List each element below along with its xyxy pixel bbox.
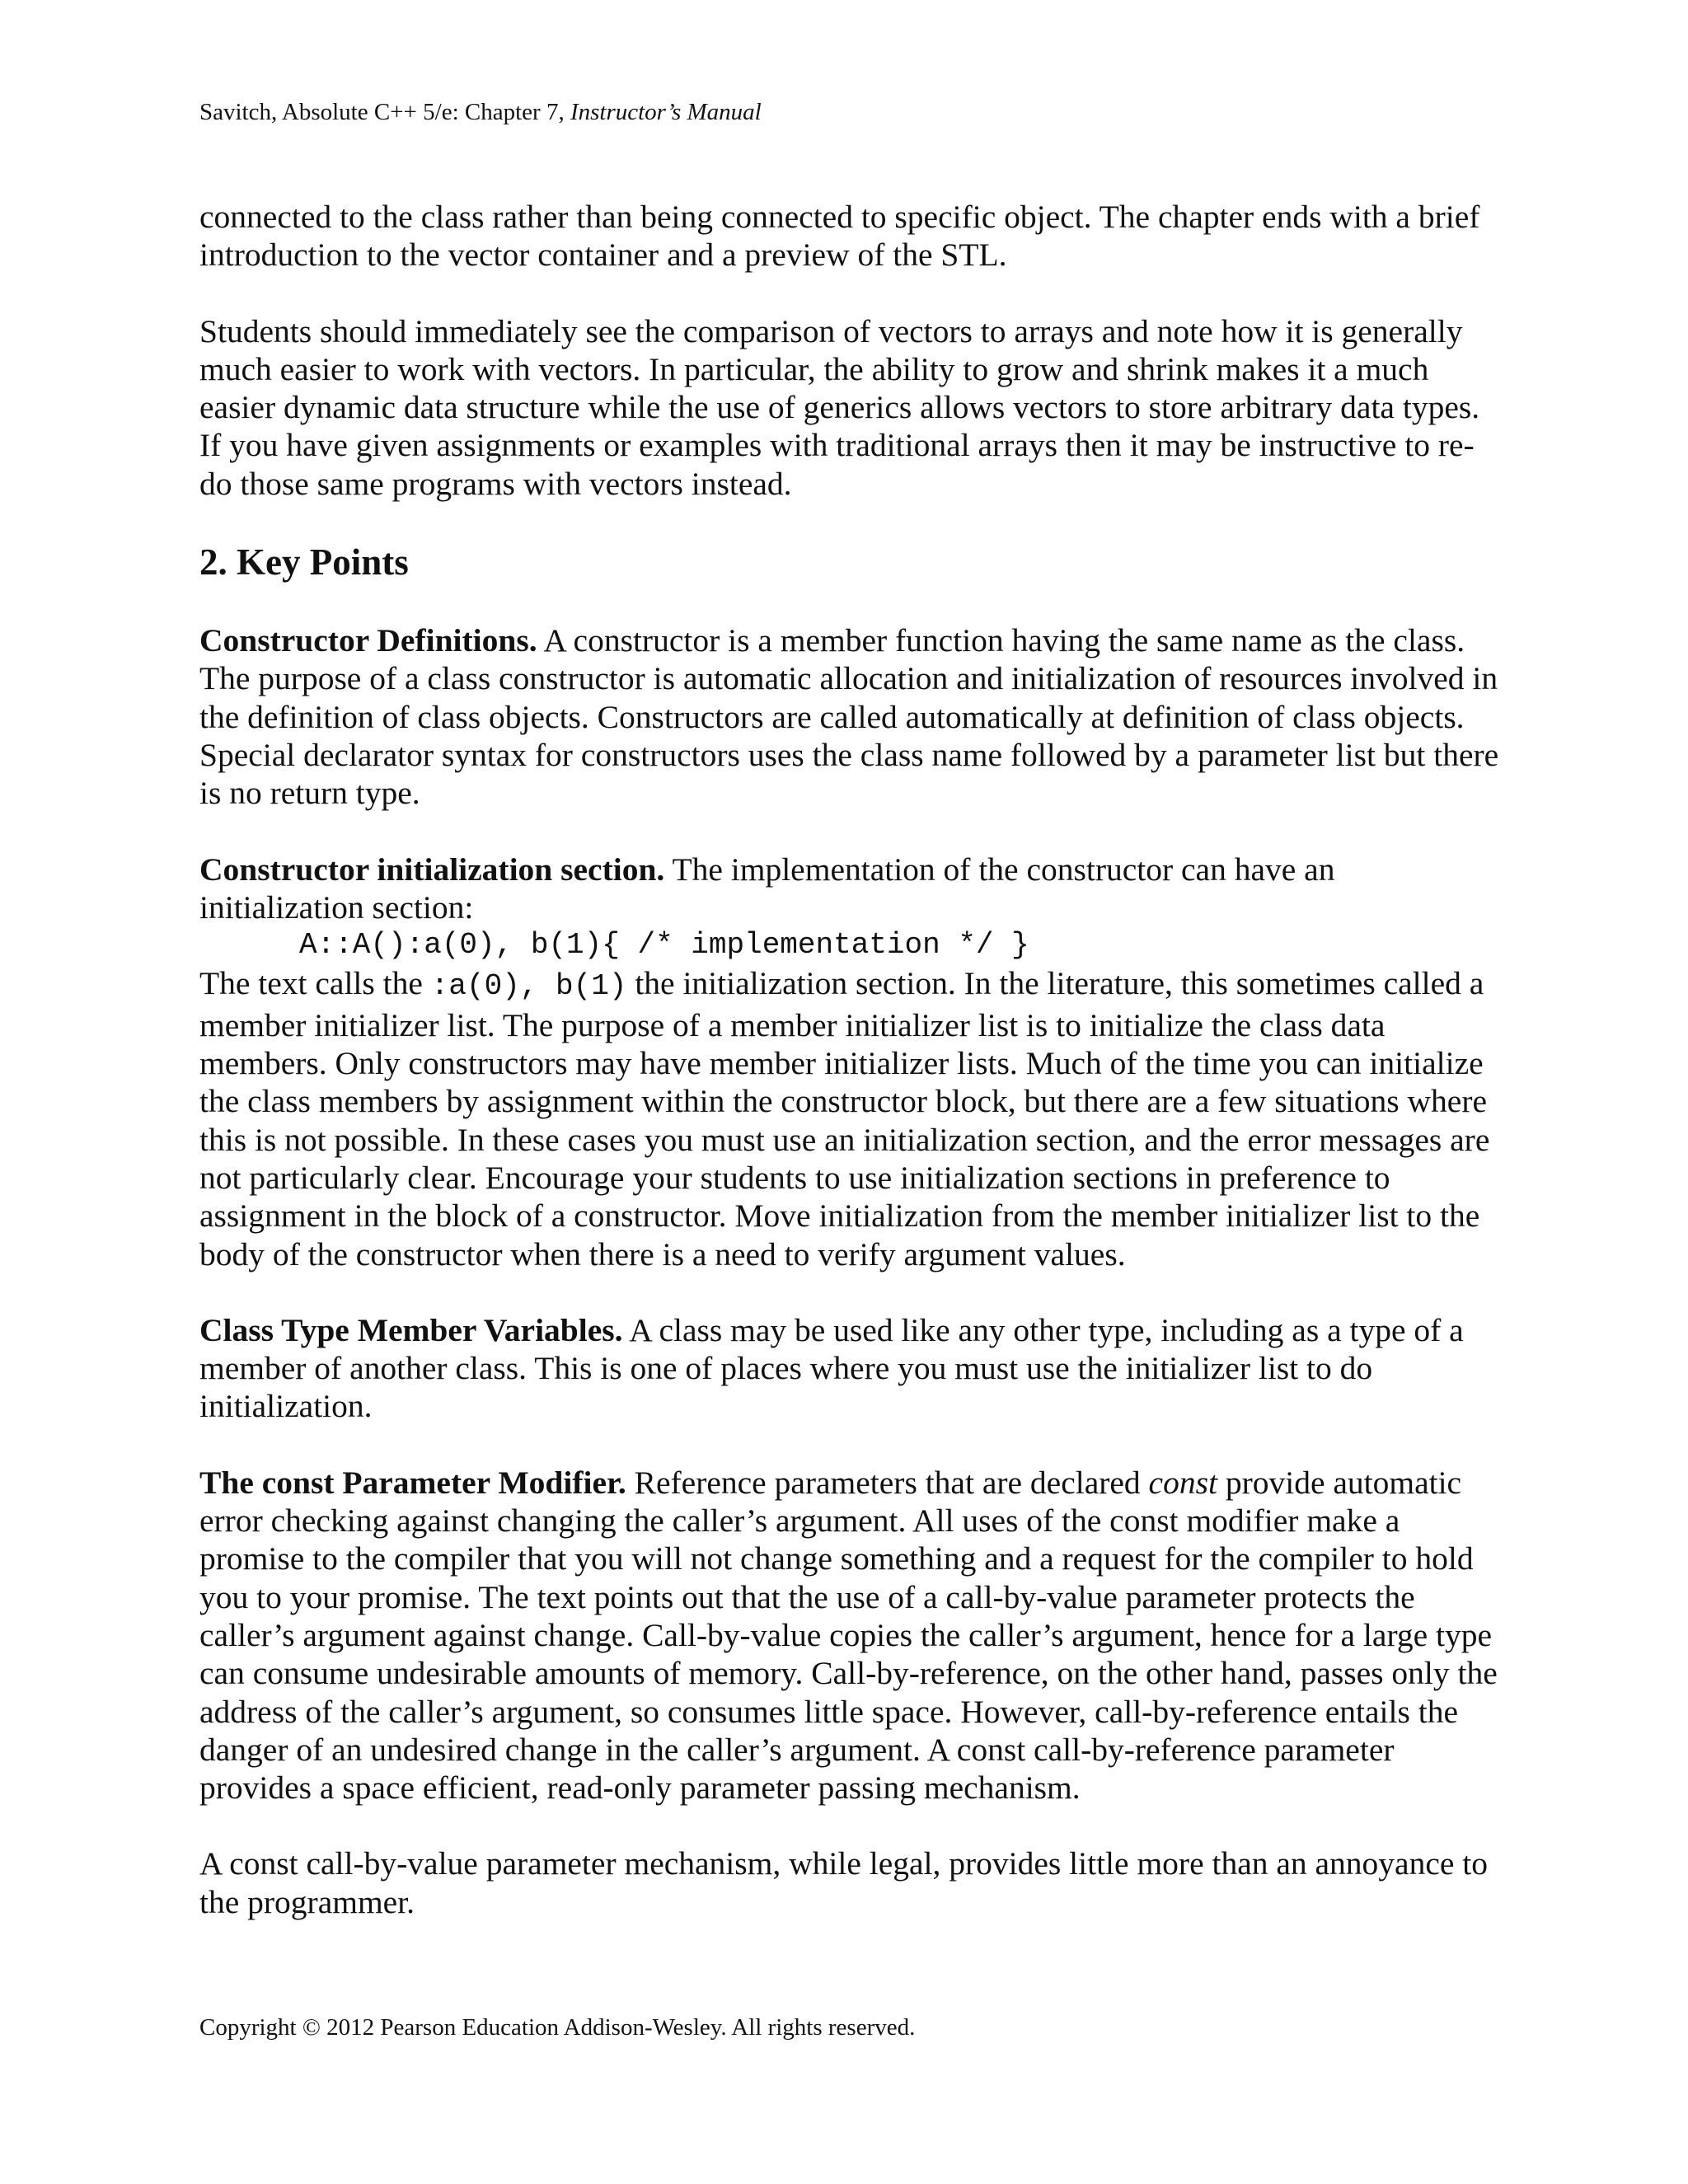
class-type-members-title: Class Type Member Variables. xyxy=(199,1311,623,1348)
initialization-section-title: Constructor initialization section. xyxy=(199,851,665,888)
constructor-definitions-paragraph xyxy=(199,621,1502,812)
const-modifier-italic: const xyxy=(1148,1464,1217,1501)
page-content xyxy=(199,198,1502,1959)
const-modifier-paragraph xyxy=(199,1464,1502,1807)
code-example: A::A():a(0), b(1){ /* implementation */ } xyxy=(299,928,1029,963)
initialization-section-intro: The implementation of the constructor can have an initialization section: xyxy=(199,851,1335,926)
const-modifier-title: The const Parameter Modifier. xyxy=(199,1464,626,1501)
inline-code: :a(0), b(1) xyxy=(430,969,627,1004)
constructor-definitions-body: A constructor is a member function having the same name as the class. The purpose of a class constructor is automatic allocation and initialization of resources involved in the definition of class objects. Constructors are called automatically at definition of class objects. Special declarator syntax for constructors uses the class name followed by a parameter list but there is no return type. xyxy=(199,622,1499,812)
const-by-value-paragraph: A const call-by-value parameter mechanism, while legal, provides little more than an annoyance to the programmer. xyxy=(199,1845,1488,1920)
copyright-footer: Copyright © 2012 Pearson Education Addison-Wesley. All rights reserved. xyxy=(199,2014,916,2041)
initialization-section-paragraph xyxy=(199,851,1502,1273)
class-type-members-body: A class may be used like any other type, including as a type of a member of another class. This is one of places where you must use the initializer list to do initialization. xyxy=(199,1311,1464,1425)
section-heading: 2. Key Points xyxy=(199,541,409,583)
const-modifier-body-after: provide automatic error checking against changing the caller’s argument. All uses of the const modifier make a promise to the compiler that you will not change something and a request for the compiler to hold you to your promise. The text points out that the use of a call-by-value parameter protects the caller’s argument against change. Call-by-value copies the caller’s argument, hence for a large type can consume undesirable amounts of memory. Call-by-reference, on the other hand, passes only the address of the caller’s argument, so consumes little space. However, call-by-reference entails the danger of an undesired change in the caller’s argument. A const call-by-reference parameter provides a space efficient, read-only parameter passing mechanism. xyxy=(199,1464,1498,1807)
intro-paragraph-2: Students should immediately see the comparison of vectors to arrays and note how it is generally much easier to work with vectors. In particular, the ability to grow and shrink makes it a much easier dynamic data structure while the use of generics allows vectors to store arbitrary data types. If you have given assignments or examples with traditional arrays then it may be instructive to re-do those same programs with vectors instead. xyxy=(199,312,1480,502)
intro-paragraph-1: connected to the class rather than being connected to specific object. The chapter ends with a brief introduction to the vector container and a preview of the STL. xyxy=(199,199,1480,274)
initialization-text-before-code: The text calls the xyxy=(199,965,431,1002)
header-italic: Instructor’s Manual xyxy=(570,99,762,125)
running-header xyxy=(199,97,762,127)
header-prefix: Savitch, Absolute C++ 5/e: Chapter 7, xyxy=(199,99,570,125)
initialization-text-after-code: the initialization section. In the literature, this sometimes called a member initializer list. The purpose of a member initializer list is to initialize the class data members. Only constructors may have member initializer lists. Much of the time you can initialize the class members by assignment within the constructor block, but there are a few situations where this is not possible. In these cases you must use an initialization section, and the error messages are not particularly clear. Encourage your students to use initialization sections in preference to assignment in the block of a constructor. Move initialization from the member initializer list to the body of the constructor when there is a need to verify argument values. xyxy=(199,965,1490,1272)
const-modifier-body-before: Reference parameters that are declared xyxy=(626,1464,1149,1501)
class-type-members-paragraph xyxy=(199,1311,1502,1426)
constructor-definitions-title: Constructor Definitions. xyxy=(199,622,537,659)
